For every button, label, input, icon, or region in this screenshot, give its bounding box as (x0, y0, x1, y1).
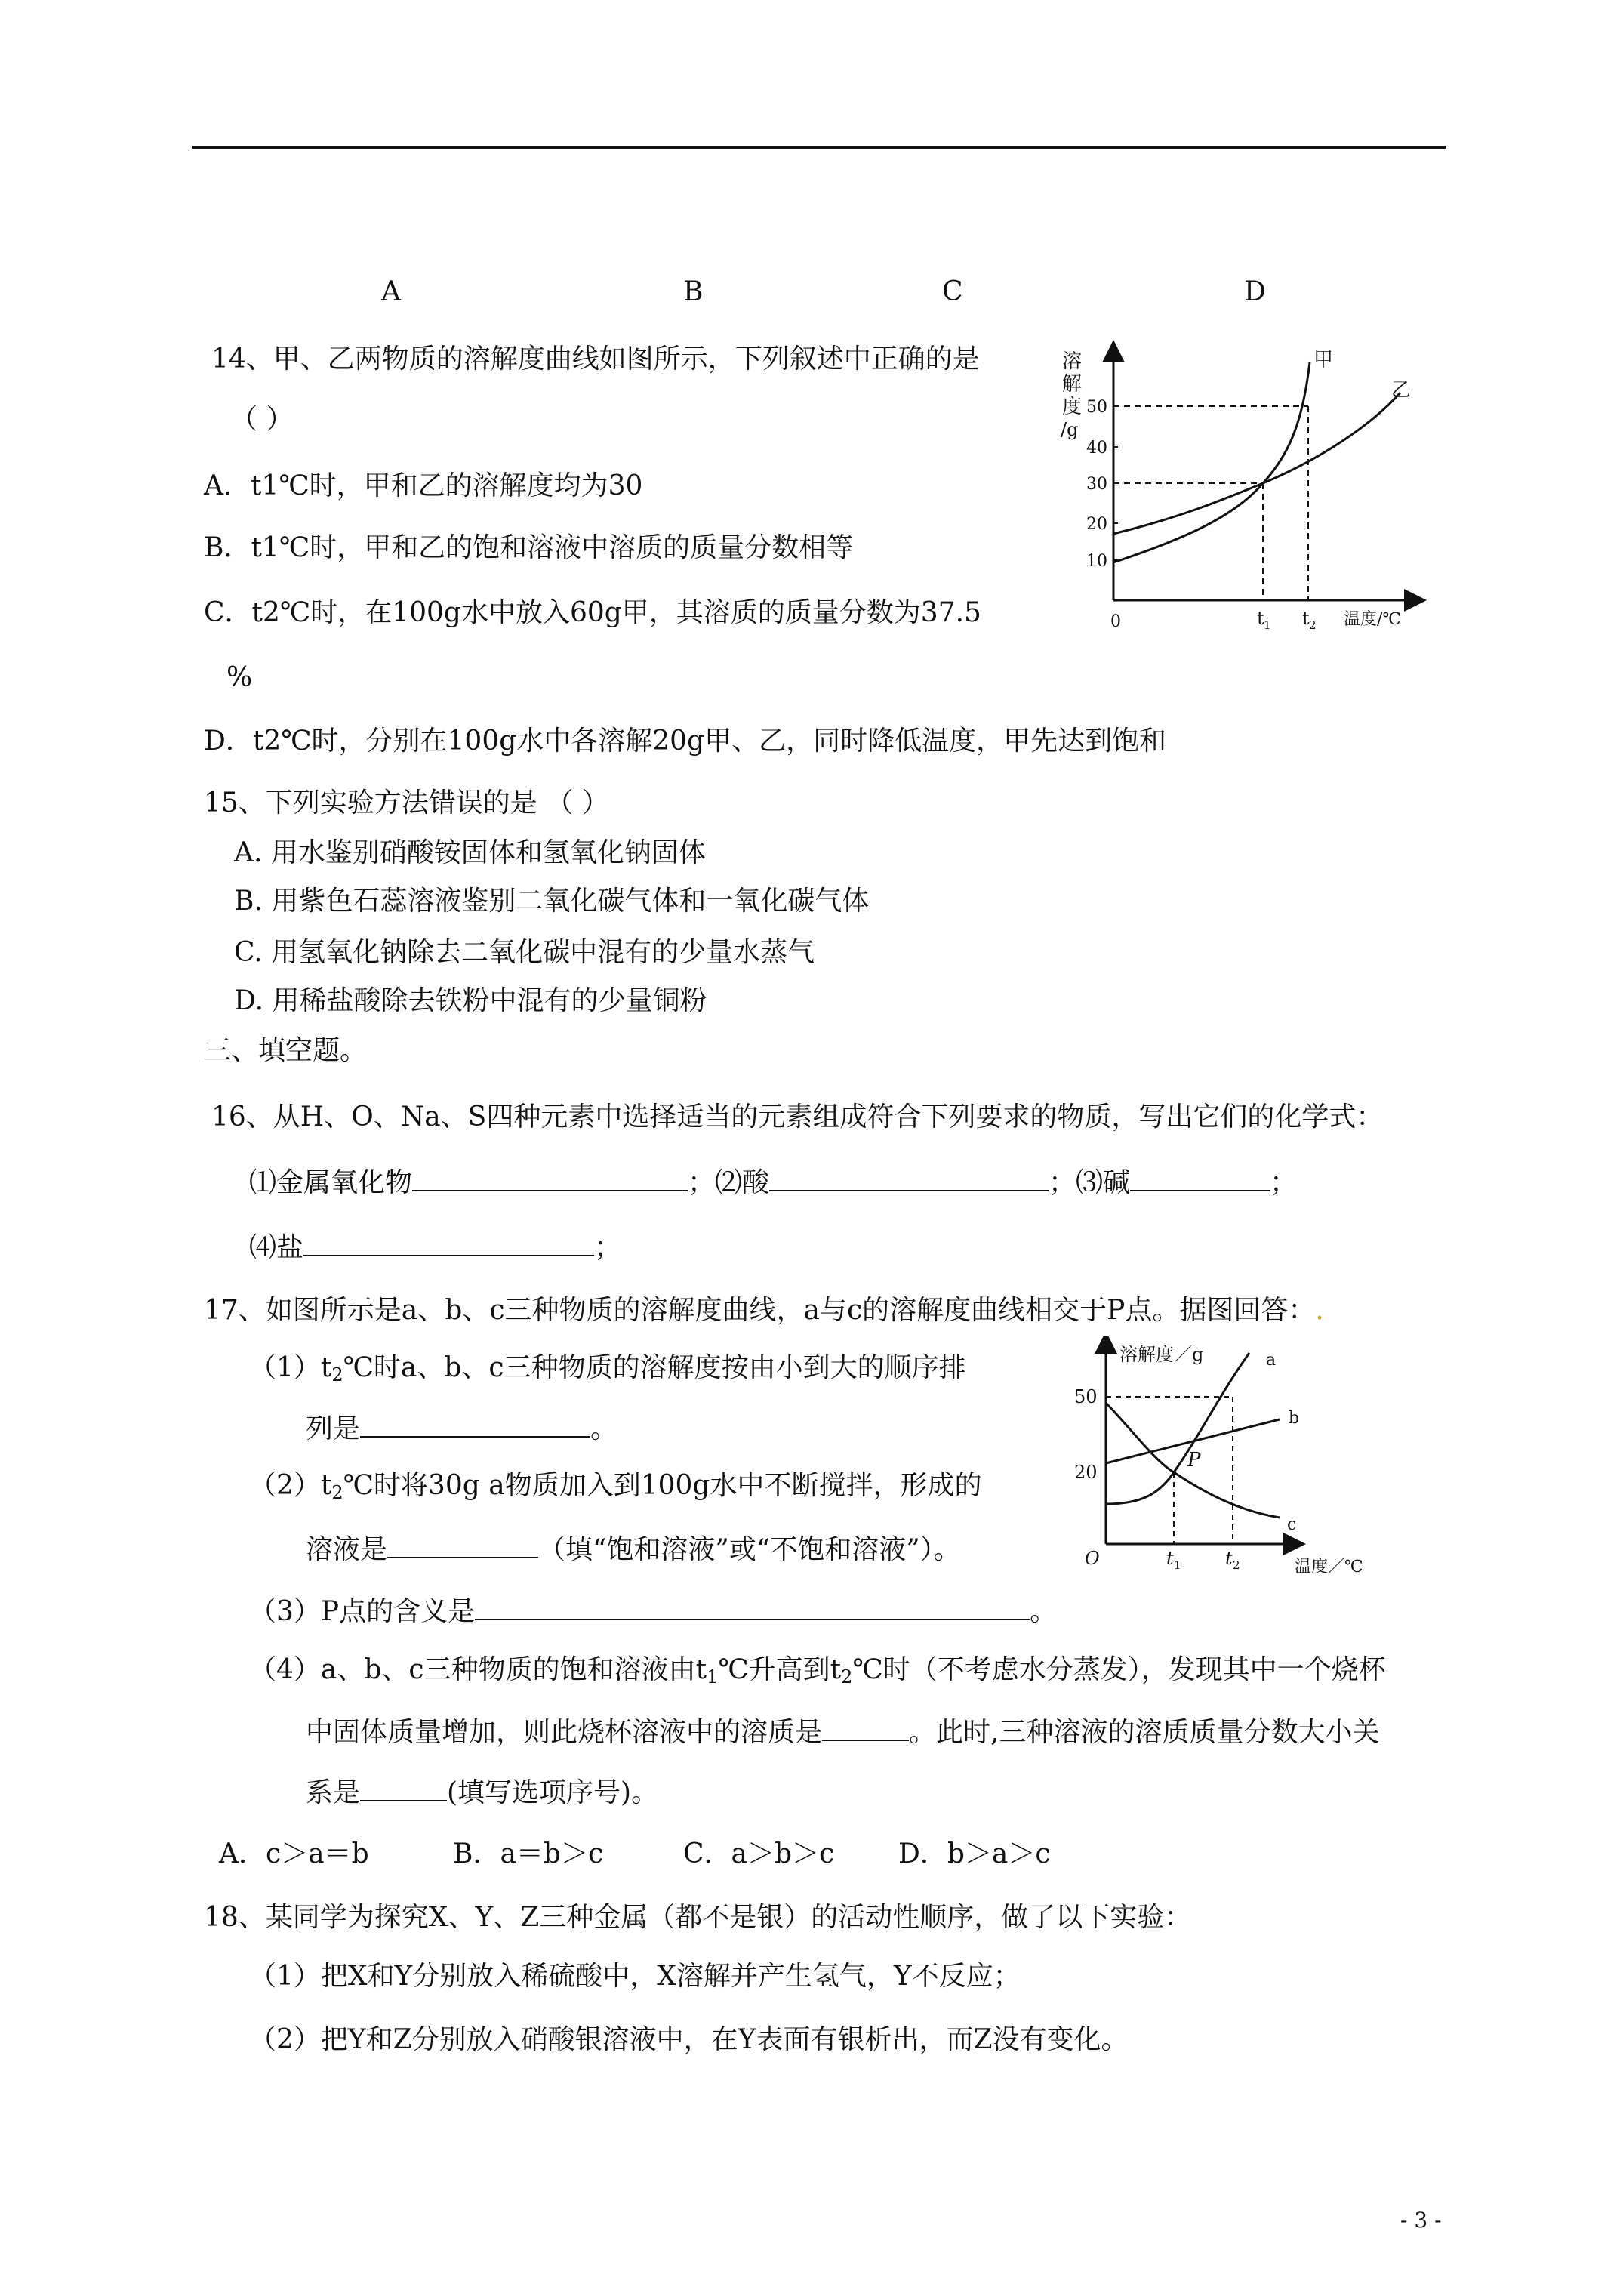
q17-t2-sub: 2 (1233, 1558, 1240, 1572)
option-label-d: D (1244, 276, 1266, 307)
q17-xlabel: 温度／℃ (1295, 1558, 1363, 1576)
header-rule (192, 146, 1446, 149)
q17-ylabel: 溶解度／g (1119, 1344, 1204, 1365)
q17-solubility-graph (1068, 1336, 1400, 1578)
option-label-b: B (683, 276, 704, 307)
q17-p2b-end: （填“饱和溶液”或“不饱和溶液”）。 (538, 1534, 961, 1565)
q17-ytick-50: 50 (1074, 1386, 1098, 1407)
q17-p3: （3）P点的含义是 (249, 1596, 476, 1627)
q16-part1-label: ⑴金属氧化物 (249, 1167, 413, 1198)
q14-ytick-10: 10 (1086, 552, 1107, 571)
q17-label-c: c (1287, 1515, 1297, 1534)
q17-p1a-rest: ℃时a、b、c三种物质的溶解度按由小到大的顺序排 (343, 1352, 966, 1383)
q17-p2a: （2）t (249, 1470, 332, 1501)
q17-part4-line2 (306, 1714, 1379, 1749)
q15-stem: 15、下列实验方法错误的是 （ ） (204, 787, 609, 818)
q17-part2-line2 (306, 1531, 961, 1567)
q14-option-c-tail: % (226, 662, 253, 693)
q16-parts-row1 (249, 1164, 1297, 1200)
q16-blank-salt[interactable] (303, 1229, 594, 1256)
q16-part4-end: ； (594, 1232, 622, 1263)
option-label-c: C (942, 276, 963, 307)
q17-p4c-end: (填写选项序号)。 (447, 1777, 659, 1808)
section-3-title: 三、填空题。 (204, 1035, 368, 1066)
q17-stem-dot: . (1315, 1295, 1324, 1326)
q17-t1: t (1166, 1548, 1174, 1569)
q16-part4-label: ⑷盐 (249, 1232, 304, 1263)
q17-blank-order[interactable] (360, 1410, 590, 1438)
q14-t1: t (1257, 608, 1264, 629)
q14-origin: 0 (1110, 612, 1121, 631)
q14-t2-sub: 2 (1309, 618, 1317, 632)
q17-choice-b: B．a＝b＞c (453, 1838, 604, 1869)
q15-option-d: D. 用稀盐酸除去铁粉中混有的少量铜粉 (234, 985, 707, 1016)
q17-origin: O (1085, 1548, 1100, 1569)
q17-p4a: （4）a、b、c三种物质的饱和溶液由t (249, 1654, 707, 1685)
q17-stem (204, 1294, 1324, 1327)
q16-stem: 16、从H、O、Na、S四种元素中选择适当的元素组成符合下列要求的物质，写出它们的化学式： (211, 1102, 1384, 1133)
q17-blank-option[interactable] (360, 1774, 447, 1801)
q14-t1-sub: 1 (1264, 618, 1271, 632)
q14-stem: 14、甲、乙两物质的溶解度曲线如图所示，下列叙述中正确的是 (211, 344, 980, 374)
q17-part1-line1 (249, 1351, 966, 1385)
q18-part2: （2）把Y和Z分别放入硝酸银溶液中，在Y表面有银析出，而Z没有变化。 (249, 2024, 1129, 2055)
q17-blank-solution[interactable] (387, 1531, 538, 1558)
q16-parts-row2 (249, 1229, 621, 1265)
q17-stem-text: 17、如图所示是a、b、c三种物质的溶解度曲线，a与c的溶解度曲线相交于P点。据图回答： (204, 1295, 1316, 1326)
q17-p2b: 溶液是 (306, 1534, 388, 1565)
q17-label-b: b (1289, 1409, 1300, 1428)
q17-p4a-mid: ℃升高到t (718, 1654, 842, 1685)
q17-choice-c: C．a＞b＞c (683, 1838, 835, 1869)
q14-ytick-40: 40 (1086, 439, 1107, 458)
q17-label-a: a (1266, 1351, 1277, 1370)
q17-p2a-rest: ℃时将30g a物质加入到100g水中不断搅拌，形成的 (343, 1470, 982, 1501)
q14-curve-yi (1113, 393, 1400, 534)
q14-label-jia: 甲 (1313, 349, 1334, 371)
q14-option-b: B．t1℃时，甲和乙的饱和溶液中溶质的质量分数相等 (204, 532, 854, 563)
q17-blank-solute[interactable] (822, 1714, 909, 1741)
q14-option-c: C．t2℃时，在100g水中放入60g甲，其溶质的质量分数为37.5 (204, 597, 981, 628)
q14-ylabel-3: 度 (1062, 396, 1083, 418)
q17-p1b: 列是 (306, 1413, 361, 1444)
q18-part1: （1）把X和Y分别放入稀硫酸中，X溶解并产生氢气，Y不反应； (249, 1961, 1021, 1992)
q16-part3-label: ；⑶碱 (1049, 1167, 1131, 1198)
q17-p4c: 系是 (306, 1777, 361, 1808)
page-number: - 3 - (1400, 2208, 1442, 2233)
q14-ylabel-1: 溶 (1062, 350, 1083, 373)
option-label-a: A (381, 276, 401, 307)
q14-label-yi: 乙 (1391, 379, 1412, 402)
q15-option-c: C. 用氢氧化钠除去二氧化碳中混有的少量水蒸气 (234, 937, 815, 968)
q17-p1a-sub: 2 (331, 1364, 343, 1385)
q17-part2-line1 (249, 1469, 981, 1502)
q16-part2-label: ；⑵酸 (688, 1167, 770, 1198)
q17-p1b-end: 。 (590, 1413, 618, 1444)
q17-p2a-sub: 2 (331, 1482, 343, 1503)
q14-solubility-graph (1053, 336, 1434, 634)
q17-part4-line3 (306, 1774, 658, 1810)
q17-choice-a: A．c＞a＝b (219, 1838, 369, 1869)
q17-point-p: P (1187, 1449, 1201, 1472)
q17-t1-sub: 1 (1174, 1558, 1181, 1572)
q17-part1-line2 (306, 1410, 617, 1446)
q17-p4a-sub1: 1 (707, 1666, 719, 1687)
q17-t2: t (1225, 1548, 1233, 1569)
q17-p4b-end: 。此时,三种溶液的溶质质量分数大小关 (909, 1717, 1380, 1748)
q14-option-a: A．t1℃时，甲和乙的溶解度均为30 (204, 470, 643, 501)
q14-xlabel: 温度/℃ (1344, 610, 1402, 629)
q15-option-a: A. 用水鉴别硝酸铵固体和氢氧化钠固体 (234, 837, 706, 868)
q17-part4-line1 (249, 1653, 1386, 1687)
q14-option-d: D．t2℃时，分别在100g水中各溶解20g甲、乙，同时降低温度，甲先达到饱和 (204, 726, 1167, 757)
q14-ytick-20: 20 (1086, 515, 1107, 534)
q17-part3 (249, 1593, 1057, 1629)
q14-t2: t (1302, 608, 1310, 629)
q17-p3-end: 。 (1030, 1596, 1058, 1627)
q18-stem: 18、某同学为探究X、Y、Z三种金属（都不是银）的活动性顺序，做了以下实验： (204, 1902, 1192, 1933)
q17-p4a-rest: ℃时（不考虑水分蒸发），发现其中一个烧杯 (852, 1654, 1386, 1685)
q14-ylabel-4: /g (1061, 419, 1079, 440)
q17-choice-d: D．b＞a＞c (898, 1838, 1051, 1869)
q17-blank-p-meaning[interactable] (475, 1593, 1030, 1620)
q17-p4b: 中固体质量增加，则此烧杯溶液中的溶质是 (306, 1717, 823, 1748)
q17-ytick-20: 20 (1074, 1462, 1098, 1483)
q16-blank-base[interactable] (1130, 1164, 1270, 1191)
q17-p4a-sub2: 2 (841, 1666, 853, 1687)
q14-ytick-30: 30 (1086, 475, 1107, 494)
q16-part3-end: ； (1270, 1167, 1298, 1198)
q16-blank-metal-oxide[interactable] (412, 1164, 688, 1191)
q14-ytick-50: 50 (1086, 398, 1107, 417)
q14-paren: （ ） (230, 404, 294, 435)
q14-curve-jia (1113, 362, 1310, 562)
q16-blank-acid[interactable] (769, 1164, 1049, 1191)
q17-p1a: （1）t (249, 1352, 332, 1383)
q15-option-b: B. 用紫色石蕊溶液鉴别二氧化碳气体和一氧化碳气体 (234, 886, 870, 917)
q17-curve-a (1106, 1353, 1249, 1504)
q14-ylabel-2: 解 (1062, 373, 1083, 396)
